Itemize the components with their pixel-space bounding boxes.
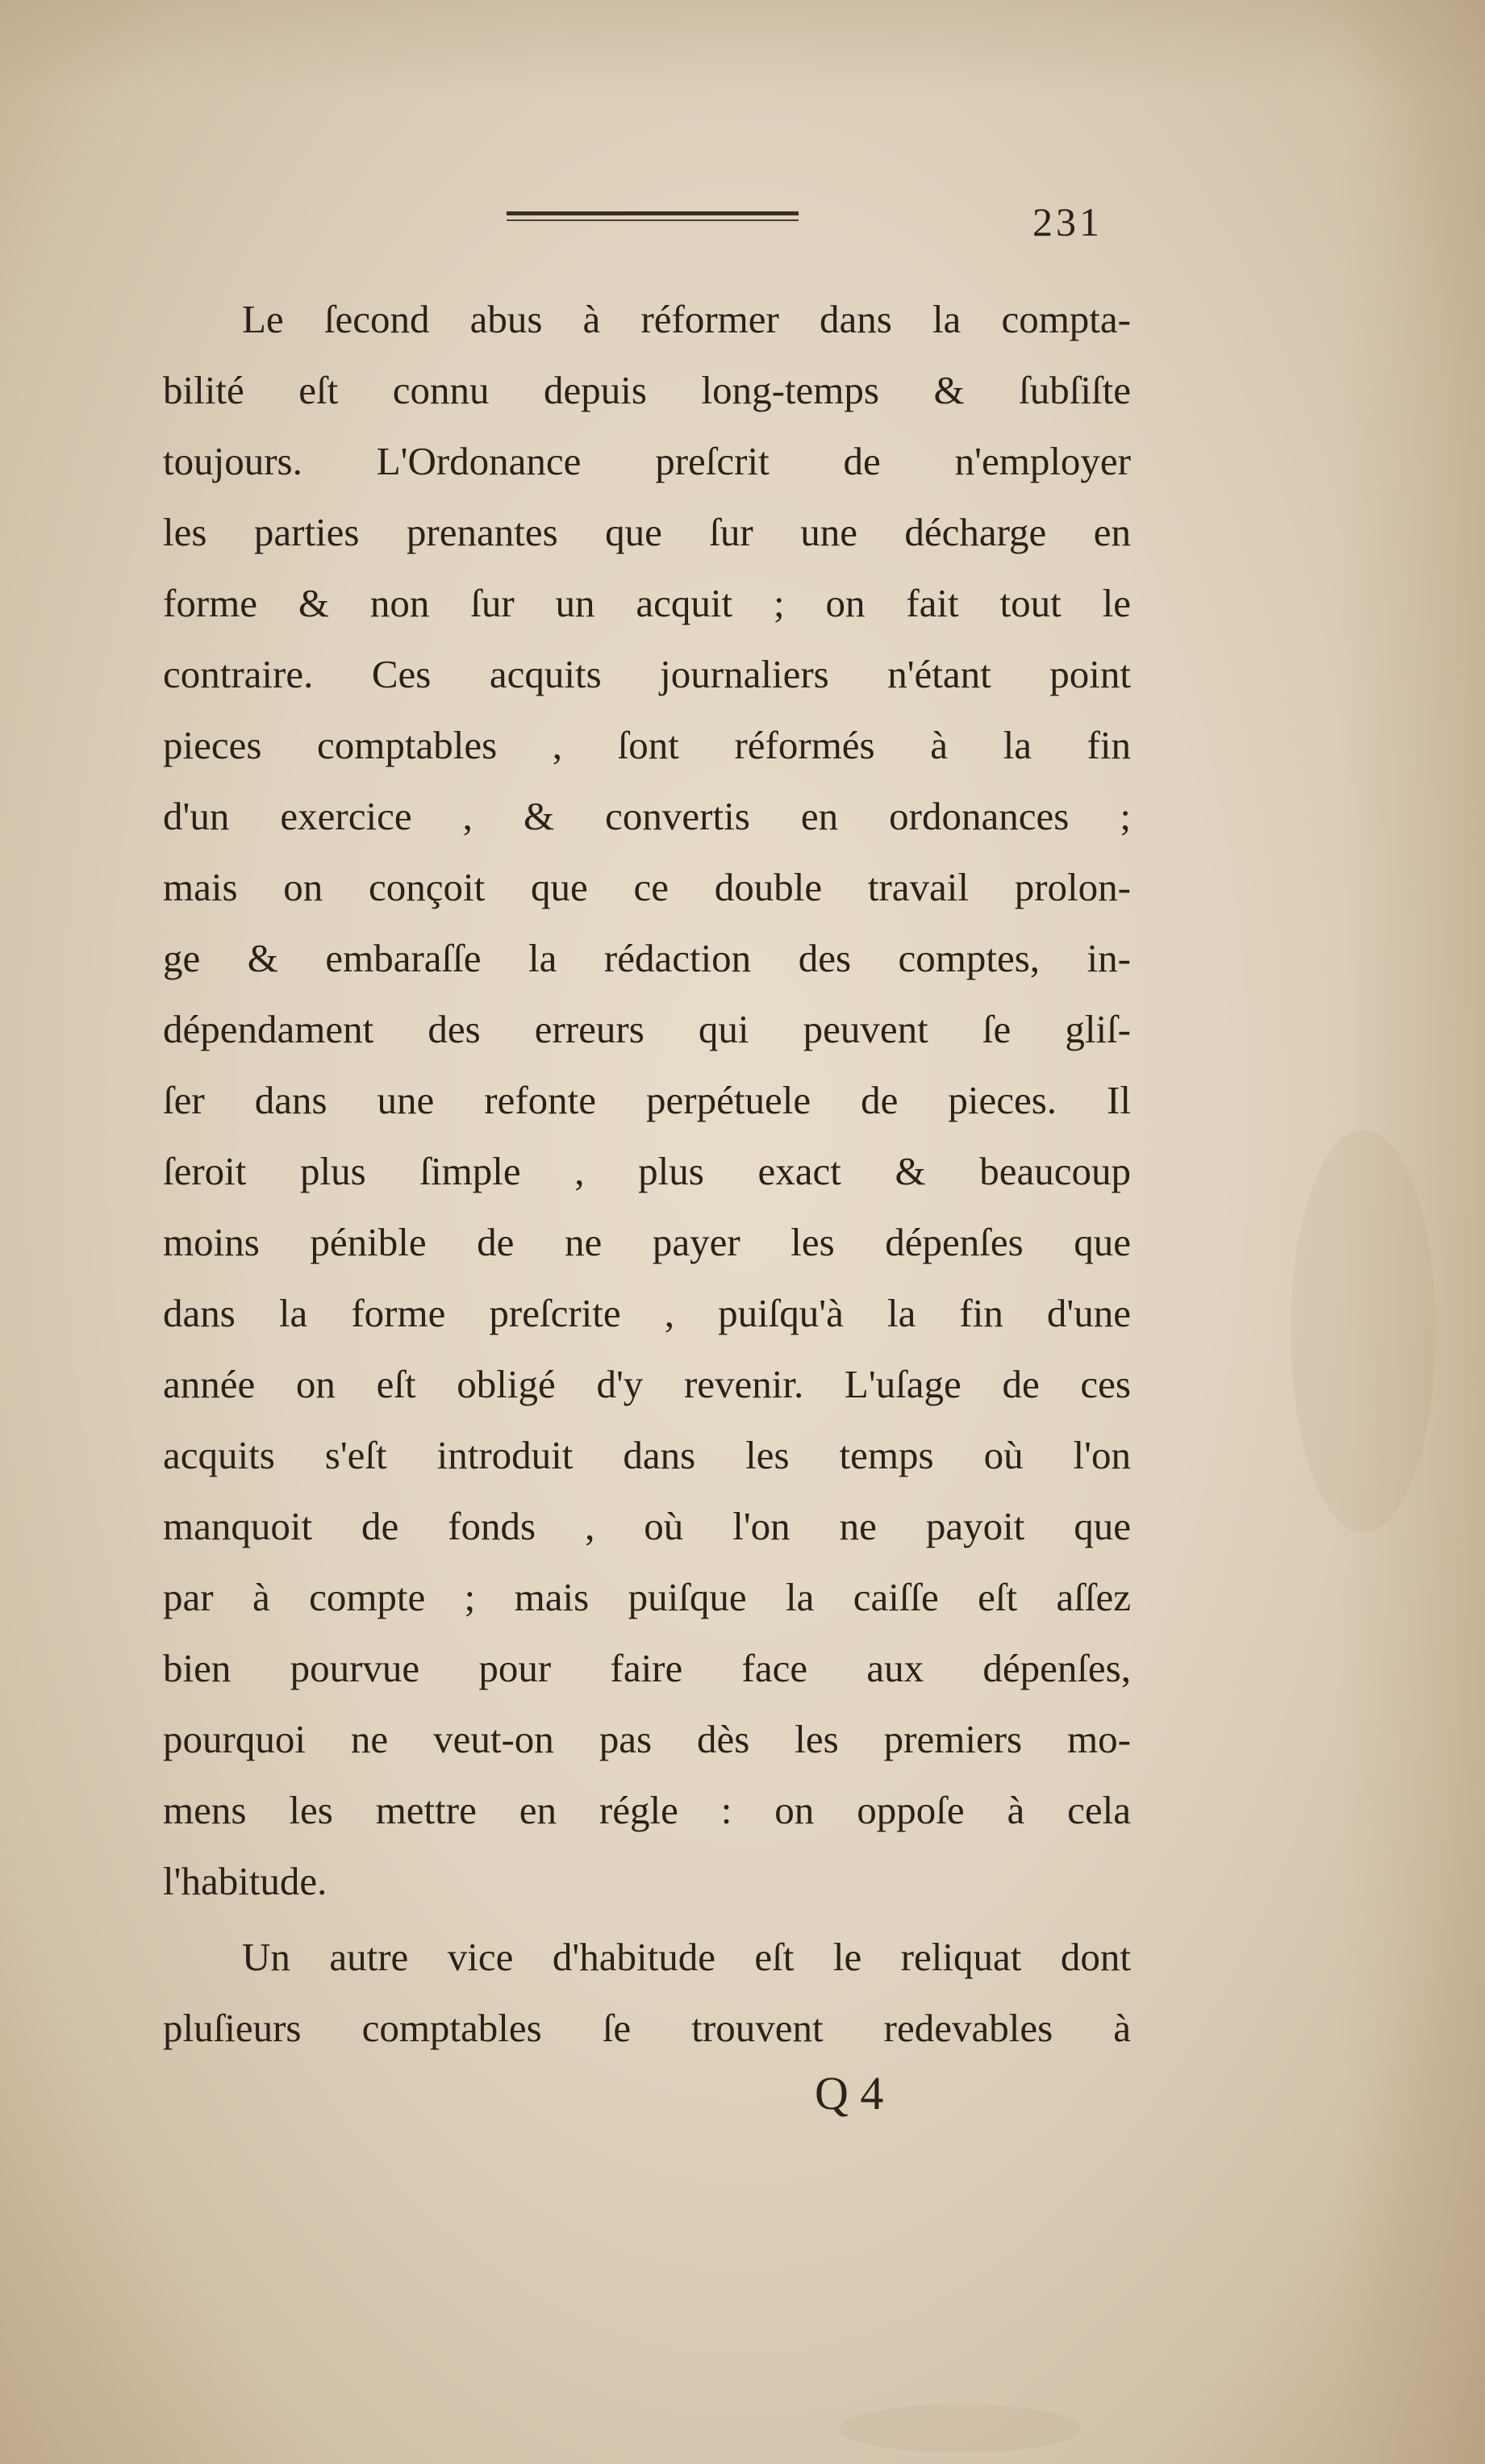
text-line: pourquoi ne veut-on pas dès les premiers mo- [163,1717,1131,1761]
text-line: manquoit de fonds , où l'on ne payoit que [163,1504,1131,1548]
text-line: Le ſecond abus à réformer dans la compta- [242,297,1131,341]
header-rule [507,211,799,224]
text-line: ge & embaraſſe la rédaction des comptes, in- [163,936,1131,980]
text-line: acquits s'eſt introduit dans les temps où l'on [163,1433,1131,1477]
header-rule-thin [507,219,799,221]
text-line: contraire. Ces acquits journaliers n'étant point [163,652,1131,696]
text-line: les parties prenantes que ſur une décharge en [163,510,1131,554]
text-line: dans la forme preſcrite , puiſqu'à la fin d'une [163,1291,1131,1335]
text-line: toujours. L'Ordonance preſcrit de n'employer [163,439,1131,483]
text-line: bilité eſt connu depuis long-temps & ſubſiſte [163,368,1131,412]
text-line: ſer dans une refonte perpétuele de pieces. Il [163,1078,1131,1122]
text-line: forme & non ſur un acquit ; on fait tout le [163,581,1131,625]
paper-top-shading [0,0,1485,97]
text-line: bien pourvue pour faire face aux dépenſes, [163,1646,1131,1690]
paper-stain [1291,1130,1436,1533]
text-line: l'habitude. [163,1859,327,1903]
text-line: moins pénible de ne payer les dépenſes que [163,1220,1131,1264]
text-line: d'un exercice , & convertis en ordonances ; [163,794,1131,838]
paper-stain [839,2404,1081,2453]
body-text [163,284,1131,2064]
text-line: mens les mettre en régle : on oppoſe à cela [163,1788,1131,1832]
text-line: pluſieurs comptables ſe trouvent redevables à [163,2006,1131,2050]
text-line: par à compte ; mais puiſque la caiſſe eſt aſſez [163,1575,1131,1619]
header-rule-thick [507,211,799,215]
text-line: ſeroit plus ſimple , plus exact & beaucoup [163,1149,1131,1193]
text-line: Un autre vice d'habitude eſt le reliquat dont [242,1935,1131,1979]
text-line: dépendament des erreurs qui peuvent ſe gliſ- [163,1007,1131,1051]
page-number: 231 [1032,199,1103,244]
signature-mark: Q 4 [815,2067,884,2119]
text-line: pieces comptables , ſont réformés à la fin [163,723,1131,767]
text-line: année on eſt obligé d'y revenir. L'uſage de ces [163,1362,1131,1406]
text-line: mais on conçoit que ce double travail prolon- [163,865,1131,909]
